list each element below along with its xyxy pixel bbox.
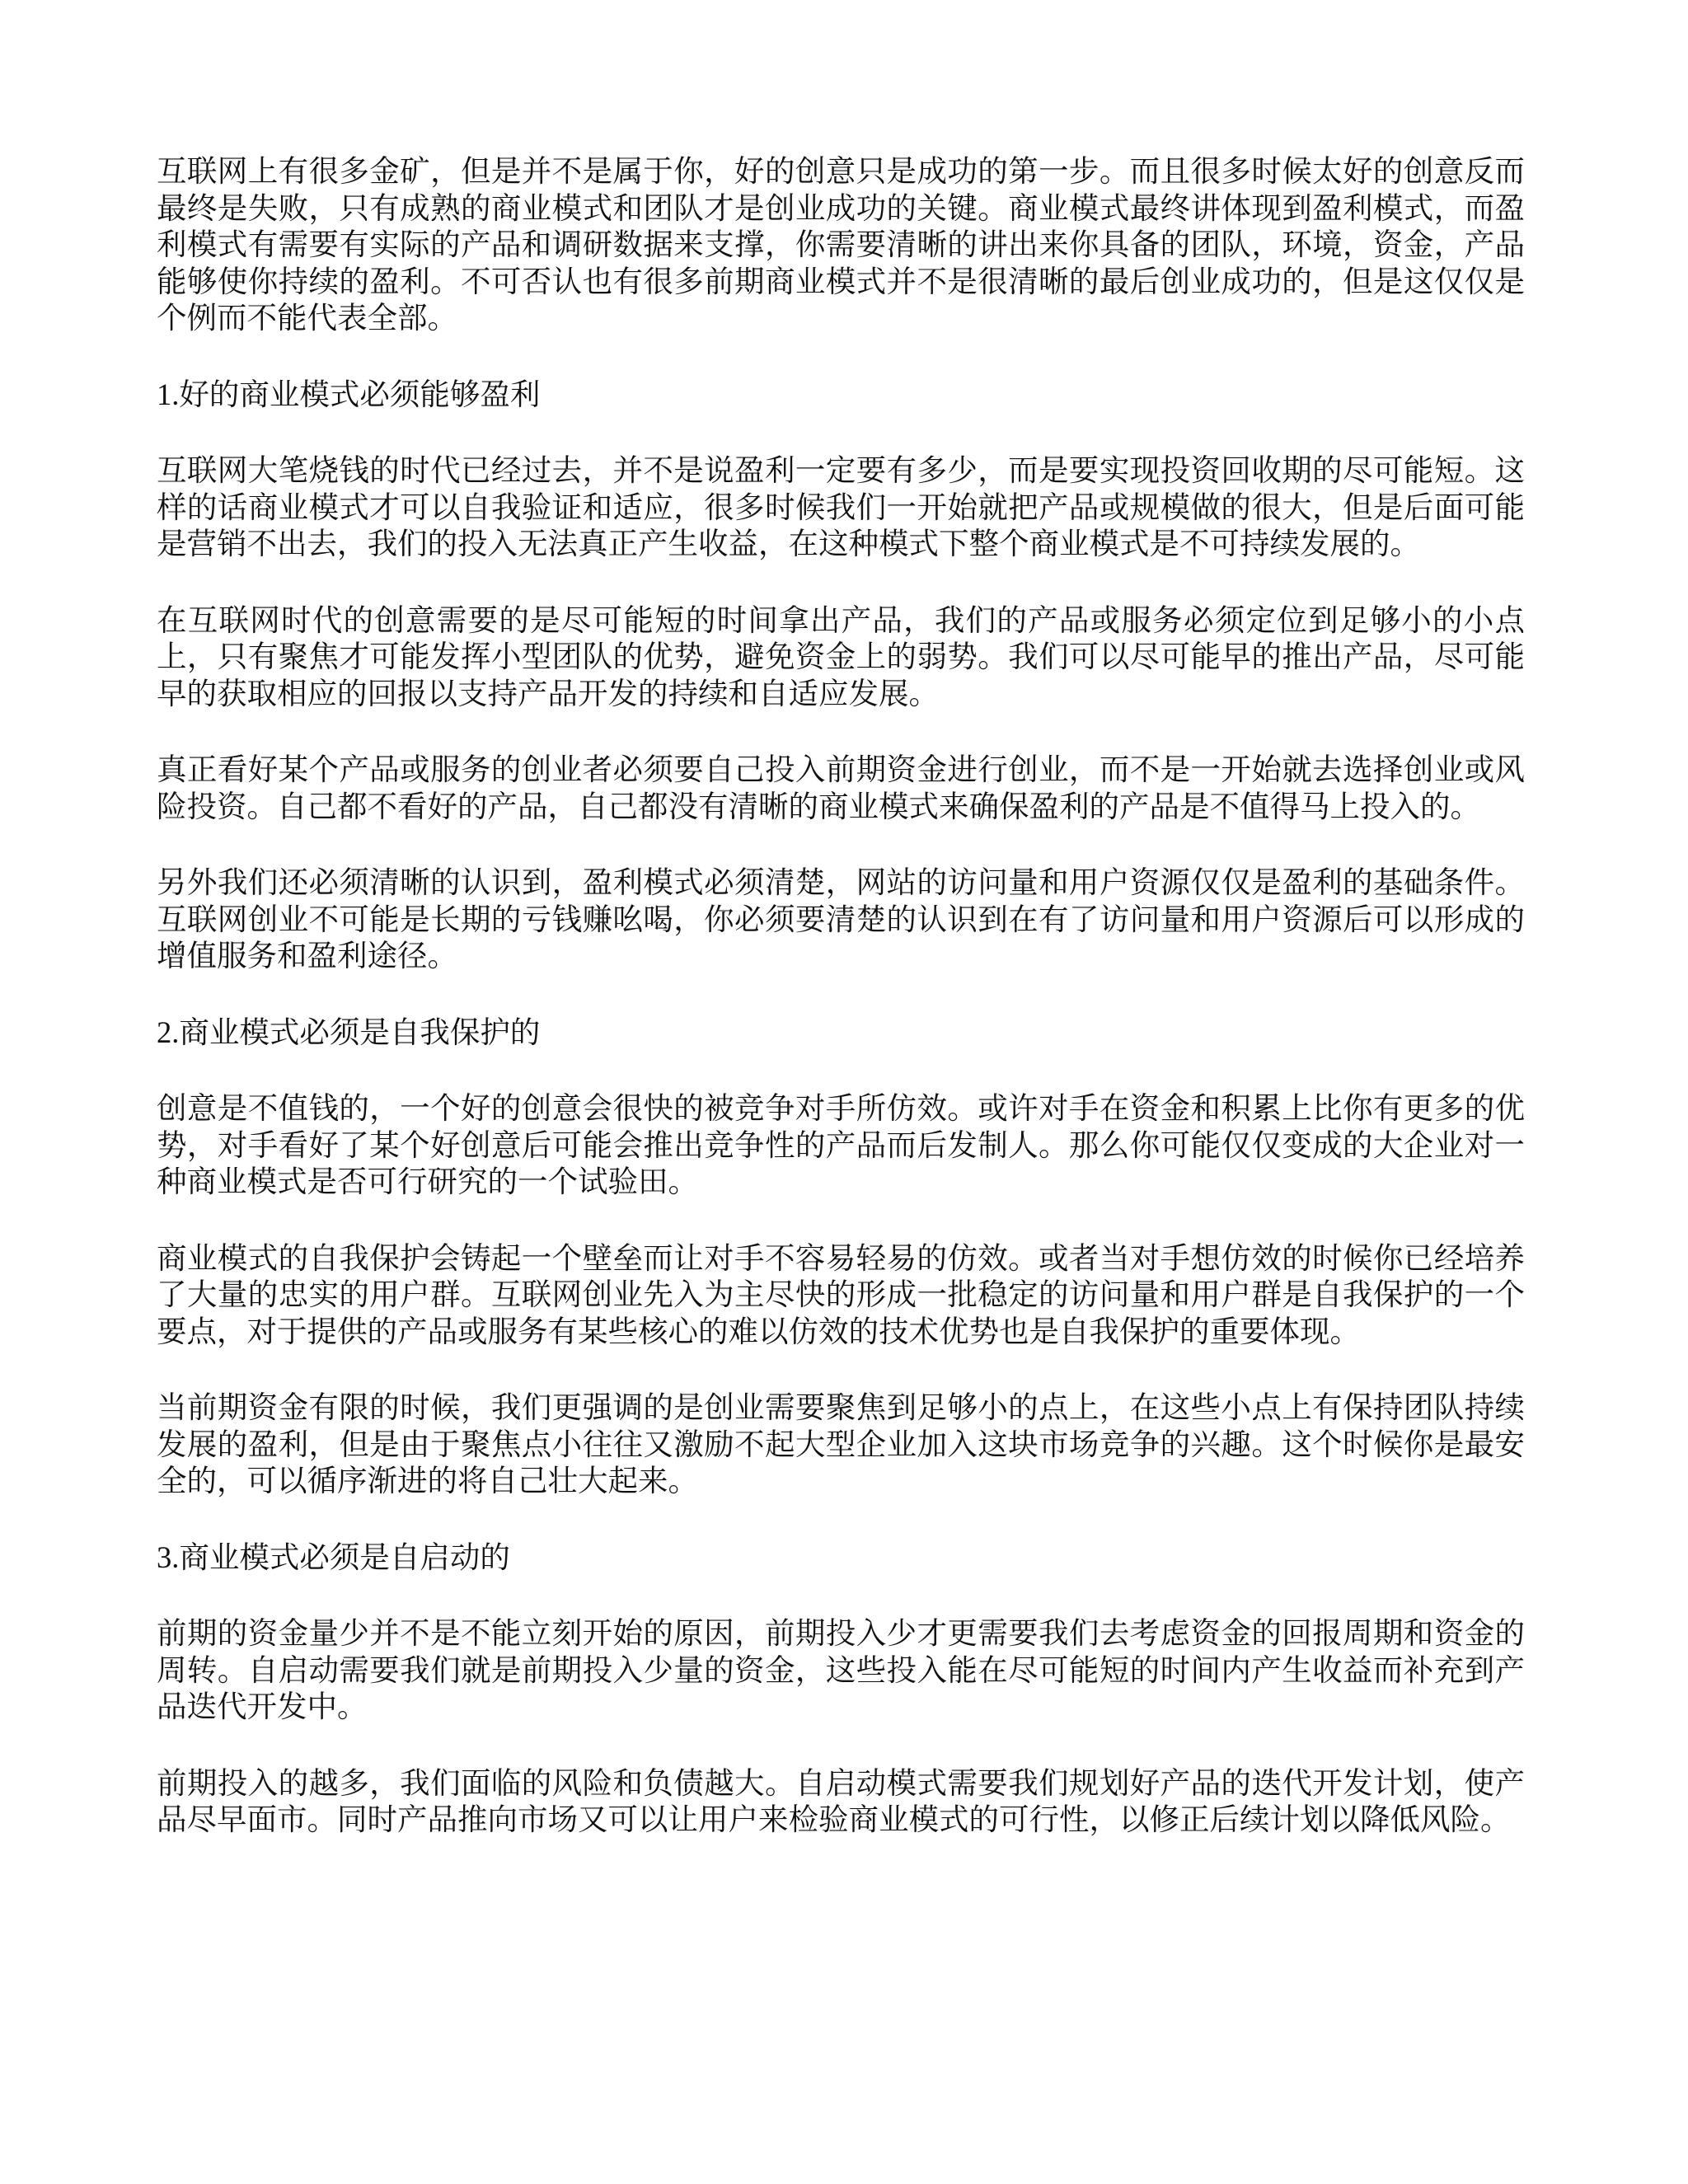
document-page: [157, 153, 1525, 1878]
section-3-title: 商业模式必须是自启动的: [179, 1539, 510, 1575]
section-1-paragraph-4: 另外我们还必须清晰的认识到，盈利模式必须清楚，网站的访问量和用户资源仅仅是盈利的基础条件。互联网创业不可能是长期的亏钱赚吆喝，你必须要清楚的认识到在有了访问量和用户资源后可以形成的增值服务和盈利途径。: [157, 865, 1525, 973]
section-1-paragraph-3: 真正看好某个产品或服务的创业者必须要自己投入前期资金进行创业，而不是一开始就去选择创业或风险投资。自己都不看好的产品，自己都没有清晰的商业模式来确保盈利的产品是不值得马上投入的。: [157, 752, 1525, 824]
section-1-number: 1.: [157, 377, 180, 411]
section-2-number: 2.: [157, 1015, 180, 1049]
section-1-paragraph-2: 在互联网时代的创意需要的是尽可能短的时间拿出产品，我们的产品或服务必须定位到足够小的小点上，只有聚焦才可能发挥小型团队的优势，避免资金上的弱势。我们可以尽可能早的推出产品，尽可能早的获取相应的回报以支持产品开发的持续和自适应发展。: [157, 602, 1525, 711]
section-2-title: 商业模式必须是自我保护的: [179, 1014, 541, 1050]
section-1-heading: [157, 377, 1525, 414]
section-3-paragraph-2: 前期投入的越多，我们面临的风险和负债越大。自启动模式需要我们规划好产品的迭代开发计划，使产品尽早面市。同时产品推向市场又可以让用户来检验商业模式的可行性，以修正后续计划以降低风险。: [157, 1765, 1525, 1837]
section-2-paragraph-3: 当前期资金有限的时候，我们更强调的是创业需要聚焦到足够小的点上，在这些小点上有保持团队持续发展的盈利，但是由于聚焦点小往往又激励不起大型企业加入这块市场竞争的兴趣。这个时候你是最安全的，可以循序渐进的将自己壮大起来。: [157, 1390, 1525, 1498]
section-3-heading: [157, 1540, 1525, 1577]
section-1-paragraph-1: 互联网大笔烧钱的时代已经过去，并不是说盈利一定要有多少，而是要实现投资回收期的尽可能短。这样的话商业模式才可以自我验证和适应，很多时候我们一开始就把产品或规模做的很大，但是后面可能是营销不出去，我们的投入无法真正产生收益，在这种模式下整个商业模式是不可持续发展的。: [157, 452, 1525, 561]
section-2-heading: [157, 1015, 1525, 1052]
section-2-paragraph-2: 商业模式的自我保护会铸起一个壁垒而让对手不容易轻易的仿效。或者当对手想仿效的时候你已经培养了大量的忠实的用户群。互联网创业先入为主尽快的形成一批稳定的访问量和用户群是自我保护的一个要点，对于提供的产品或服务有某些核心的难以仿效的技术优势也是自我保护的重要体现。: [157, 1240, 1525, 1349]
section-1-title: 好的商业模式必须能够盈利: [179, 376, 541, 412]
section-2-paragraph-1: 创意是不值钱的，一个好的创意会很快的被竞争对手所仿效。或许对手在资金和积累上比你有更多的优势，对手看好了某个好创意后可能会推出竞争性的产品而后发制人。那么你可能仅仅变成的大企业对一种商业模式是否可行研究的一个试验田。: [157, 1090, 1525, 1199]
section-3-paragraph-1: 前期的资金量少并不是不能立刻开始的原因，前期投入少才更需要我们去考虑资金的回报周期和资金的周转。自启动需要我们就是前期投入少量的资金，这些投入能在尽可能短的时间内产生收益而补充到产品迭代开发中。: [157, 1615, 1525, 1724]
intro-paragraph: 互联网上有很多金矿，但是并不是属于你，好的创意只是成功的第一步。而且很多时候太好的创意反而最终是失败，只有成熟的商业模式和团队才是创业成功的关键。商业模式最终讲体现到盈利模式，而盈利模式有需要有实际的产品和调研数据来支撑，你需要清晰的讲出来你具备的团队，环境，资金，产品能够使你持续的盈利。不可否认也有很多前期商业模式并不是很清晰的最后创业成功的，但是这仅仅是个例而不能代表全部。: [157, 153, 1525, 335]
section-3-number: 3.: [157, 1540, 180, 1574]
